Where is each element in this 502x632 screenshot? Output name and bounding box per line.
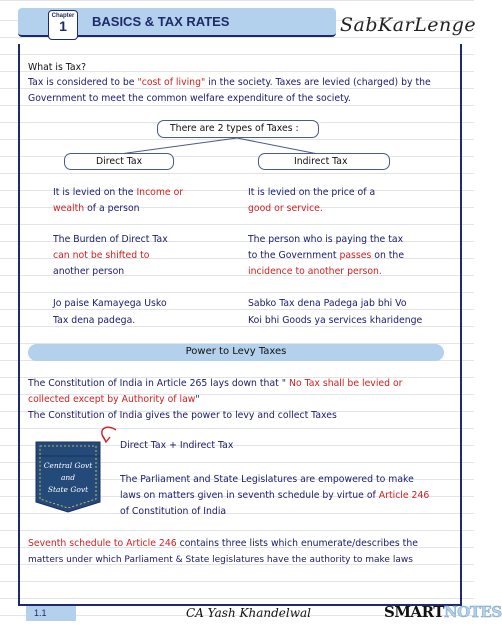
brand-logo: SabKarLenge: [340, 14, 477, 36]
direct-p1-red1: Income or: [136, 187, 184, 198]
direct-p1-pre: It is levied on the: [53, 187, 137, 198]
power-line-2-post: ": [195, 394, 200, 405]
parliament-line-3: of Constitution of India: [120, 506, 227, 517]
indirect-p3-line2: Koi bhi Goods ya services kharidenge: [248, 315, 423, 326]
logo-notes: NOTES: [443, 603, 502, 621]
indirect-p1-red: good or service.: [248, 203, 323, 214]
intro-heading: What is Tax?: [28, 62, 87, 73]
indirect-p2-passes: passes: [339, 250, 372, 261]
indirect-p2-pre: to the Government: [248, 250, 340, 261]
parliament-line-1: The Parliament and State Legislatures are empowered to make: [120, 474, 414, 485]
direct-p3-line2: Tax dena padega.: [53, 315, 136, 326]
direct-p2-red: can not be shifted to: [53, 250, 150, 261]
chapter-title: BASICS & TAX RATES: [92, 14, 230, 29]
schedule-line-1: [28, 538, 418, 550]
schedule-line-1-post: contains three lists which enumerate/describes the: [176, 538, 418, 549]
direct-p1-red2: wealth: [53, 203, 85, 214]
intro-quote: "cost of living": [137, 77, 206, 88]
direct-p2-line1: The Burden of Direct Tax: [53, 234, 168, 245]
direct-p1-post: of a person: [84, 203, 140, 214]
intro-line-1-post: in the society. Taxes are levied (charged) by the: [205, 77, 431, 88]
pocket-label: [36, 442, 100, 512]
indirect-tax-label: Indirect Tax: [294, 156, 348, 167]
schedule-red: Seventh schedule to Article 246: [28, 538, 177, 549]
pocket-line-3: State Govt: [47, 485, 89, 494]
chapter-number: 1: [59, 18, 67, 34]
intro-line-1-pre: Tax is considered to be: [28, 77, 138, 88]
article-246: Article 246: [378, 490, 430, 501]
parliament-line-2: [120, 490, 429, 502]
pocket-line-2: and: [60, 473, 76, 482]
chapter-label: Chapter: [51, 13, 75, 19]
power-line-1-red: No Tax shall be levied or: [286, 378, 403, 389]
indirect-p2-post: on the: [371, 250, 405, 261]
intro-line-2: Government to meet the common welfare expenditure of the society.: [28, 93, 351, 104]
indirect-p3-line1: Sabko Tax dena Padega jab bhi Vo: [248, 298, 407, 309]
pocket-line-1: Central Govt: [43, 461, 93, 470]
smart-notes-logo: [384, 603, 502, 621]
direct-p2-line3: another person: [53, 266, 125, 277]
section-title: Power to Levy Taxes: [185, 346, 287, 357]
schedule-line-2: matters under which Parliament & State legislatures have the authority to make laws: [28, 555, 413, 565]
indirect-p1-line1: It is levied on the price of a: [248, 187, 376, 198]
power-line-3: The Constitution of India gives the power to levy and collect Taxes: [28, 410, 337, 421]
types-title: There are 2 types of Taxes :: [170, 123, 299, 134]
indirect-p2-red: incidence to another person.: [248, 266, 382, 277]
arrow-text: Direct Tax + Indirect Tax: [120, 440, 234, 451]
power-line-1-pre: The Constitution of India in Article 265 lays down that ": [28, 378, 287, 389]
power-line-2-red: collected except by Authority of law: [28, 394, 196, 405]
parliament-line-2-pre: laws on matters given in seventh schedule by virtue of: [120, 490, 379, 501]
direct-tax-label: Direct Tax: [96, 156, 143, 167]
direct-p3-line1: Jo paise Kamayega Usko: [53, 298, 167, 309]
indirect-p2-line1: The person who is paying the tax: [248, 234, 404, 245]
logo-smart: SMART: [384, 603, 444, 621]
author-signature: CA Yash Khandelwal: [186, 606, 311, 620]
page-number: 1.1: [26, 606, 76, 621]
